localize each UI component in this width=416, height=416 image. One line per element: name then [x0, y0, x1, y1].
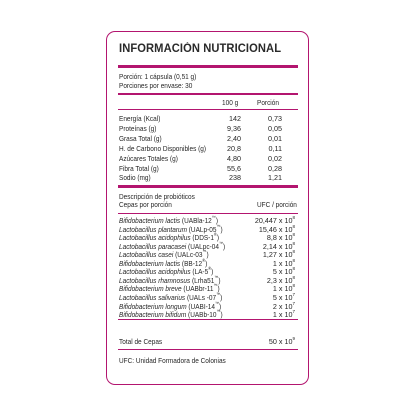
strain-ufc: 15,46 x $10^8$: [258, 223, 295, 234]
nutrient-per100: 2,40: [227, 133, 241, 143]
strain-ufc: 8,8 x $10^8$: [266, 232, 295, 243]
strain-name: Lactobacillus salivarius (UALs -07™): [119, 291, 223, 302]
ufc-header: UFC / porción: [257, 200, 297, 209]
strain-ufc: 1 x $10^7$: [272, 309, 295, 320]
header-divider: [118, 109, 298, 110]
strain-ufc: 20,447 x $10^8$: [254, 215, 295, 225]
nutrient-per100: 20,8: [227, 143, 241, 153]
total-strains-value: 50 x $10^9$: [268, 336, 295, 346]
strain-ufc: 2,14 x $10^8$: [262, 240, 295, 251]
column-100g: 100 g: [222, 98, 239, 107]
serving-divider: [118, 93, 298, 95]
strain-ufc: 1 x $10^8$: [272, 283, 295, 294]
strains-header: Cepas por porción: [119, 200, 172, 209]
nutrient-portion: 0,11: [268, 143, 282, 153]
footnote: UFC: Unidad Formadora de Colonias: [119, 356, 226, 365]
strain-name: Bifidobacterium lactis (BB-12®): [119, 257, 208, 268]
strain-ufc: 1 x $10^8$: [272, 257, 295, 268]
strain-name: Bifidobacterium longum (UABI-14™): [119, 300, 222, 311]
nutrient-name: Azúcares Totales (g): [119, 153, 178, 163]
strain-ufc: 1,27 x $10^8$: [262, 249, 295, 260]
nutrient-portion: 0,05: [268, 123, 282, 133]
nutrient-portion: 0,28: [268, 163, 282, 173]
strains-top-divider: [118, 213, 298, 214]
strain-ufc: 5 x $10^8$: [272, 266, 295, 277]
strain-name: Lactobacillus plantarum (UALp-05™): [119, 223, 223, 234]
nutrient-per100: 4,80: [227, 153, 241, 163]
nutrient-name: Proteínas (g): [119, 123, 157, 133]
strain-ufc: 2 x $10^7$: [272, 300, 295, 311]
nutrient-per100: 9,36: [227, 123, 241, 133]
strain-name: Lactobacillus acidophilus (DDS-1®): [119, 232, 220, 243]
probiotics-header: Descripción de probióticos: [119, 192, 195, 201]
strain-name: Lactobacillus acidophilus (LA-5®): [119, 266, 214, 277]
nutrient-portion: 0,01: [268, 133, 282, 143]
nutrient-portion: 0,02: [268, 153, 282, 163]
serving-portion: Porción: 1 cápsula (0,51 g): [119, 72, 197, 81]
nutrient-name: Grasa Total (g): [119, 133, 162, 143]
strain-name: Bifidobacterium breve (UABbr-11™): [119, 283, 220, 294]
nutrient-name: Energía (Kcal): [119, 114, 161, 123]
nutrient-per100: 55,6: [227, 163, 241, 173]
strains-bottom-divider: [118, 319, 298, 320]
strain-name: Bifidobacterium lactis (UABla-12™): [119, 215, 218, 225]
strain-name: Lactobacillus casei (UALc-03™): [119, 249, 209, 260]
strain-name: Lactobacillus rhamnosus (Lrha51™): [119, 274, 221, 285]
nutrient-per100: 238: [229, 173, 241, 183]
total-divider: [118, 349, 298, 350]
title-divider: [118, 65, 298, 68]
nutrient-name: Sodio (mg): [119, 173, 151, 183]
column-portion: Porción: [257, 98, 279, 107]
nutrient-name: Fibra Total (g): [119, 163, 159, 173]
nutrient-per100: 142: [229, 114, 241, 123]
nutrient-name: H. de Carbono Disponibles (g): [119, 143, 207, 153]
nutrient-divider: [118, 185, 298, 188]
strain-name: Bifidobacterium bifidum (UABb-10™): [119, 309, 223, 320]
label-title: INFORMACIÓN NUTRICIONAL: [119, 43, 282, 55]
nutrient-portion: 1,21: [268, 173, 282, 183]
servings-per-container: Porciones por envase: 30: [119, 81, 193, 90]
strain-ufc: 2,3 x $10^8$: [266, 274, 295, 285]
nutrient-portion: 0,73: [268, 114, 282, 123]
total-strains-label: Total de Cepas: [119, 337, 163, 346]
strain-name: Lactobacillus paracasei (UALpc-04™): [119, 240, 226, 251]
strain-ufc: 5 x $10^7$: [272, 291, 295, 302]
